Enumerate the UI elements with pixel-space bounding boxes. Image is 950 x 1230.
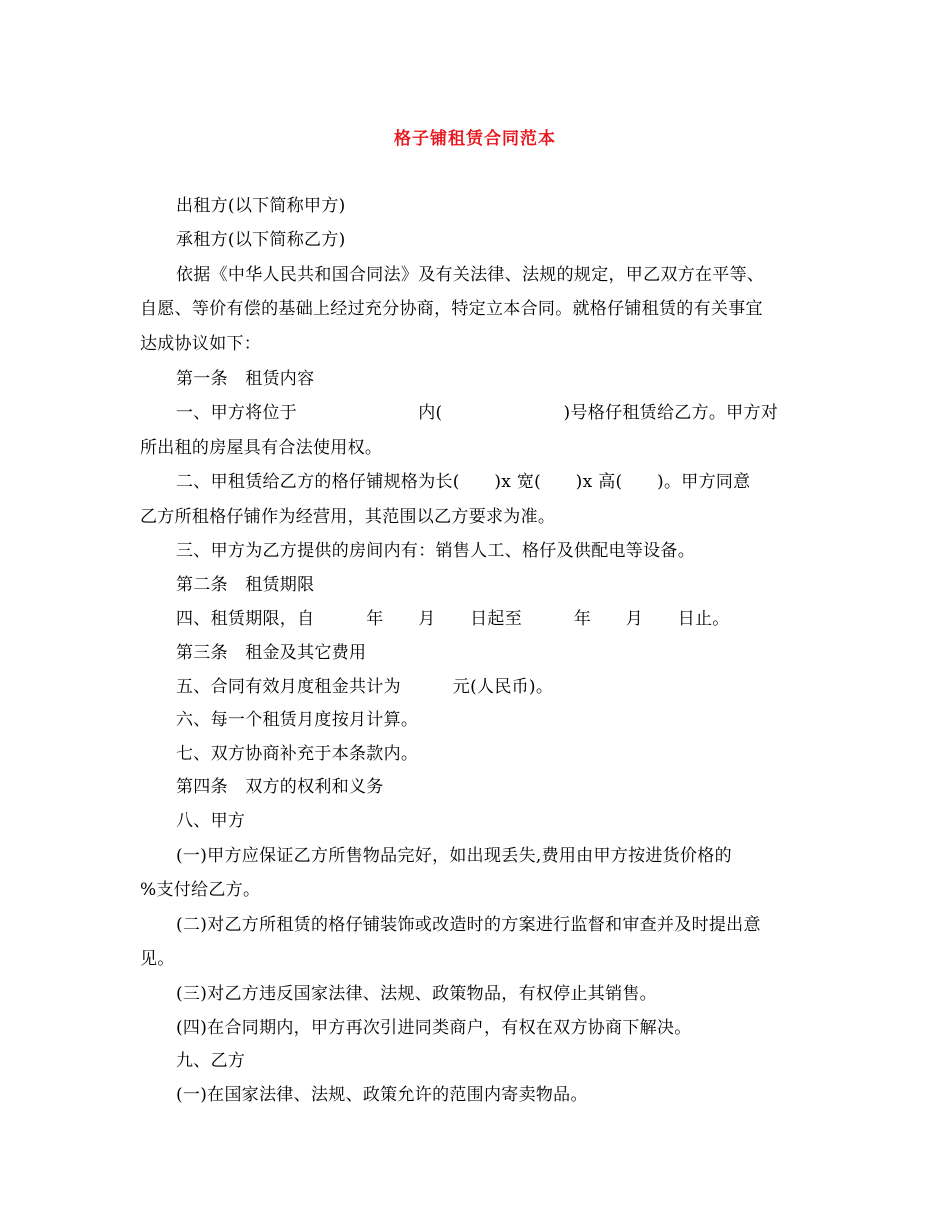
clause-7: 七、双方协商补充于本条款内。: [176, 744, 419, 764]
clause-9-heading: 九、乙方: [176, 1051, 246, 1071]
paragraph-preamble-line-3: 达成协议如下：: [140, 334, 262, 354]
article-heading-1: 第一条 租赁内容: [176, 369, 315, 389]
clause-2-line-1: 二、甲租赁给乙方的格仔铺规格为长( )x 宽( )x 高( )。甲方同意: [176, 472, 751, 492]
clause-8-heading: 八、甲方: [176, 811, 246, 831]
paragraph-preamble-line-2: 自愿、等价有偿的基础上经过充分协商，特定立本合同。就格仔铺租赁的有关事宜: [140, 299, 763, 319]
article-heading-4: 第四条 双方的权利和义务: [176, 777, 384, 797]
clause-8-item-1-line-1: (一)甲方应保证乙方所售物品完好，如出现丢失,费用由甲方按进货价格的: [176, 846, 732, 866]
clause-8-item-2-line-2: 见。: [140, 949, 175, 969]
paragraph-lessor: 出租方(以下简称甲方): [176, 196, 346, 216]
document-title: 格子铺租赁合同范本: [394, 129, 556, 149]
clause-8-item-2-line-1: (二)对乙方所租赁的格仔铺装饰或改造时的方案进行监督和审查并及时提出意: [176, 915, 761, 935]
article-heading-3: 第三条 租金及其它费用: [176, 643, 367, 663]
article-heading-2: 第二条 租赁期限: [176, 575, 315, 595]
clause-1-line-2: 所出租的房屋具有合法使用权。: [140, 438, 383, 458]
clause-5: 五、合同有效月度租金共计为 元(人民币)。: [176, 677, 554, 697]
clause-2-line-2: 乙方所租格仔铺作为经营用，其范围以乙方要求为准。: [140, 507, 556, 527]
clause-9-item-1: (一)在国家法律、法规、政策允许的范围内寄卖物品。: [176, 1085, 588, 1105]
clause-3: 三、甲方为乙方提供的房间内有：销售人工、格仔及供配电等设备。: [176, 541, 695, 561]
clause-6: 六、每一个租赁月度按月计算。: [176, 710, 419, 730]
clause-1-line-1: 一、甲方将位于 内( )号格仔租赁给乙方。甲方对: [176, 403, 779, 423]
clause-4: 四、租赁期限，自 年 月 日起至 年 月 日止。: [176, 609, 730, 629]
clause-8-item-3: (三)对乙方违反国家法律、法规、政策物品，有权停止其销售。: [176, 984, 657, 1004]
clause-8-item-4: (四)在合同期内，甲方再次引进同类商户，有权在双方协商下解决。: [176, 1018, 692, 1038]
clause-8-item-1-line-2: %支付给乙方。: [140, 880, 261, 900]
paragraph-preamble-line-1: 依据《中华人民共和国合同法》及有关法律、法规的规定，甲乙双方在平等、: [176, 265, 765, 285]
paragraph-lessee: 承租方(以下简称乙方): [176, 230, 346, 250]
